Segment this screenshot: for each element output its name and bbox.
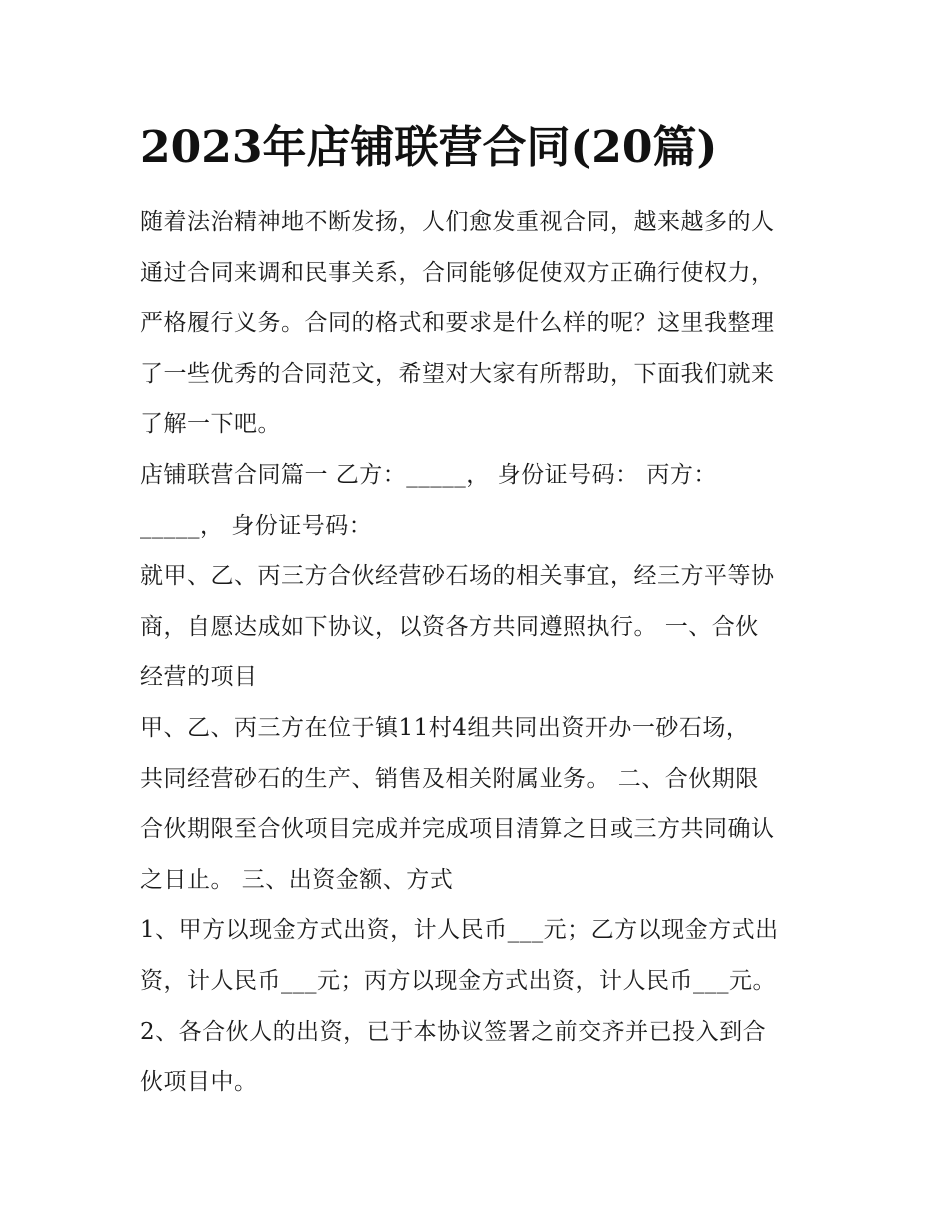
body-line: 商，自愿达成如下协议，以资各方共同遵照执行。 一、合伙: [140, 613, 759, 640]
body-line: 甲、乙、丙三方在位于镇11村4组共同出资开办一砂石场，: [140, 714, 750, 741]
document-body: [140, 197, 820, 1108]
body-line: 合伙期限至合伙项目完成并完成项目清算之日或三方共同确认: [140, 816, 775, 843]
body-line: 店铺联营合同篇一 乙方：_____， 身份证号码： 丙方：: [140, 461, 717, 488]
document-title: 2023年店铺联营合同(20篇): [140, 122, 718, 173]
body-line: 经营的项目: [140, 664, 258, 691]
body-line: 严格履行义务。合同的格式和要求是什么样的呢？这里我整理: [140, 310, 775, 337]
body-line: 随着法治精神地不断发扬，人们愈发重视合同，越来越多的人: [140, 209, 775, 235]
body-line: 了一些优秀的合同范文，希望对大家有所帮助，下面我们就来: [140, 360, 775, 387]
body-line: 共同经营砂石的生产、销售及相关附属业务。 二、合伙期限: [140, 765, 759, 792]
body-line: 伙项目中。: [140, 1069, 258, 1096]
body-line: 2、各合伙人的出资，已于本协议签署之前交齐并已投入到合: [140, 1018, 767, 1045]
body-line: 了解一下吧。: [140, 411, 281, 438]
body-line: 通过合同来调和民事关系，合同能够促使双方正确行使权力，: [140, 259, 775, 286]
body-line: 1、甲方以现金方式出资，计人民币___元；乙方以现金方式出: [140, 917, 779, 944]
body-line: 就甲、乙、丙三方合伙经营砂石场的相关事宜，经三方平等协: [140, 563, 775, 590]
body-line: 资，计人民币___元；丙方以现金方式出资，计人民币___元。: [140, 967, 776, 994]
body-line: 之日止。 三、出资金额、方式: [140, 866, 454, 893]
body-line: _____， 身份证号码：: [140, 512, 373, 539]
